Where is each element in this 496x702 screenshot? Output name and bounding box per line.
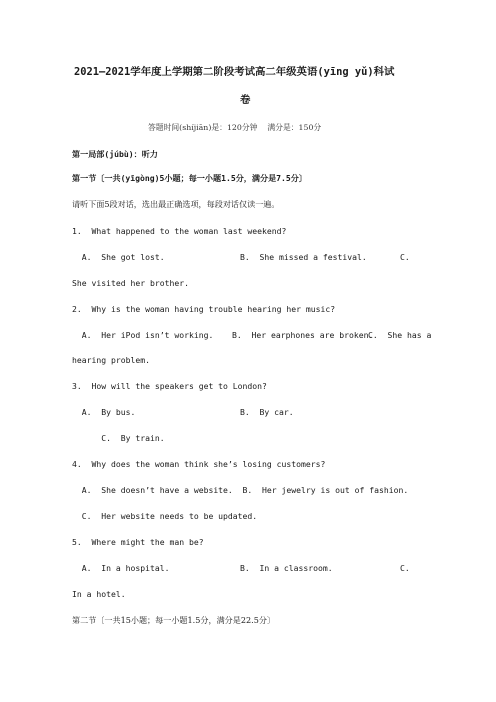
part1-heading: 第一局部(júbù)：听力 (72, 149, 158, 159)
question-3-option-a: A. By bus. (72, 407, 136, 417)
question-2-option-b: B. Her earphones are broken. (232, 330, 374, 340)
question-3-option-b: B. By car. (240, 407, 294, 417)
question-1-option-c-label: C. (400, 252, 410, 262)
section1-heading: 第一节〔一共(yīgòng)5小题；每一小题1.5分，满分是7.5分〕 (72, 173, 307, 183)
question-5-option-c-text: In a hotel. (72, 589, 126, 599)
question-2-option-c: C. She has a (368, 330, 432, 340)
question-3-stem: 3. How will the speakers get to London? (72, 381, 267, 391)
question-3-option-c: C. By train. (72, 433, 165, 443)
question-4-stem: 4. Why does the woman think she’s losing customers? (72, 459, 326, 469)
question-4-option-c: C. Her website needs to be updated. (72, 511, 258, 521)
exam-meta: 答题时间(shíjiān)是：120分钟 满分是：150分 (148, 123, 322, 132)
question-5-option-c-label: C. (400, 563, 410, 573)
exam-title-line2: 卷 (240, 94, 251, 106)
question-2-option-c-cont: hearing problem. (72, 355, 150, 365)
question-1-option-a: A. She got lost. (72, 252, 165, 262)
question-1-option-c-text: She visited her brother. (72, 278, 189, 288)
question-1-stem: 1. What happened to the woman last weekend? (72, 226, 287, 236)
question-4-options-ab: A. She doesn’t have a website. B. Her jewelry is out of fashion. (72, 485, 409, 495)
question-5-option-a: A. In a hospital. (72, 563, 170, 573)
section2-heading: 第二节〔一共15小题；每一小题1.5分，满分是22.5分〕 (72, 615, 276, 625)
question-5-option-b: B. In a classroom. (240, 563, 333, 573)
exam-title-line1: 2021—2021学年度上学期第二阶段考试高二年级英语(yīng yǔ)科试 (74, 66, 395, 78)
question-2-option-a: A. Her iPod isn’t working. (72, 330, 214, 340)
instructions: 请听下面5段对话，选出最正确选项，每段对话仅读一遍。 (72, 199, 280, 209)
question-5-stem: 5. Where might the man be? (72, 537, 204, 547)
question-2-stem: 2. Why is the woman having trouble hearing her music? (72, 304, 336, 314)
question-1-option-b: B. She missed a festival. (240, 252, 367, 262)
